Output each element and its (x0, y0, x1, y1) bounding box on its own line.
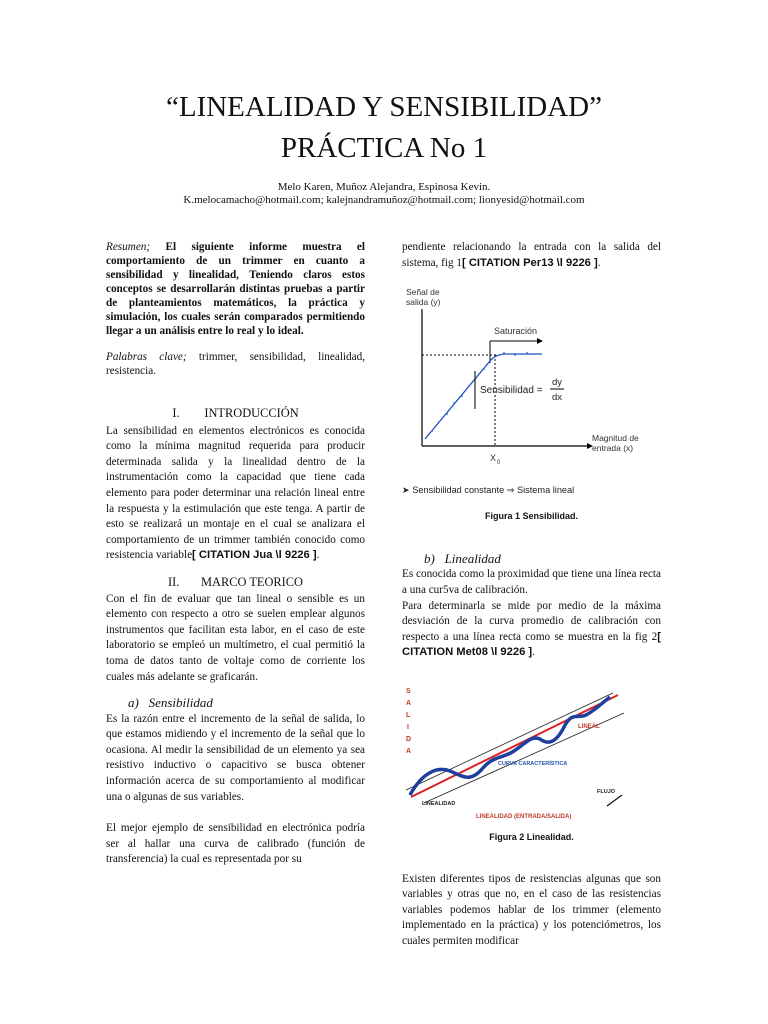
figure-1-caption: Figura 1 Sensibilidad. (484, 511, 579, 522)
fig2-lineal-label: LINEAL (578, 723, 600, 730)
fig2-flujo-arrow (607, 795, 622, 806)
marco-heading: II. MARCO TEORICO (167, 574, 304, 589)
fig2-characteristic-curve (410, 697, 610, 795)
author-emails: K.melocamacho@hotmail.com; kalejnandramuñoz@hotmail.com; lionyesid@hotmail.com (183, 194, 585, 206)
fig1-sensitivity-label: Sensibilidad = (480, 385, 543, 397)
figure-2-caption: Figura 2 Linealidad. (489, 831, 574, 842)
fig2-upper-bound (406, 693, 613, 790)
right-cont-paragraph (402, 240, 661, 271)
abstract-text: El siguiente informe muestra el comportamiento de un trimmer en cuanto a sensibilidad y linealidad, Teniendo claros estos conceptos se desarrollarán distintas pruebas a partir de planteamientos matemáticos, la práctica y simulación, los cuales serán comparados permitiendo llegar a un análisis entre lo real y lo ideal. (106, 241, 365, 337)
marco-paragraph: Con el fin de evaluar que tan lineal o sensible es un elemento con respecto a otro se suelen emplear algunos instrumentos que facilitan esta labor, en el caso de este laboratorio se empleó un multímetro, el cual permitió la toma de datos tanto de voltaje como de corriente los cuales más adelante se graficarán. (106, 592, 365, 683)
keywords-text: trimmer, sensibilidad, linealidad, resistencia. (106, 351, 365, 377)
fig1-calibration-curve (425, 354, 542, 439)
fig2-citation: [ CITATION Met08 \l 9226 ] (402, 630, 661, 659)
fig2-linealidad-label: LINEALIDAD (422, 800, 456, 807)
right-cont-end: . (597, 256, 601, 269)
lin-paragraph-1: Es conocida como la proximidad que tiene una línea recta a una cur5va de calibración. (402, 568, 661, 596)
paper-title-line2: PRÁCTICA No 1 (280, 132, 488, 164)
fig1-saturation-label: Saturación (494, 326, 538, 337)
abstract (106, 240, 365, 338)
left-column (106, 240, 365, 868)
right-cont-text: pendiente relacionando la entrada con la salida del sistema, fig 1 (402, 241, 661, 269)
sens-paragraph-2: El mejor ejemplo de sensibilidad en electrónica podría ser al hallar una curva de calibrado (función de transferencia) la cual es representada por su (106, 822, 365, 866)
fig2-ylabel-a2: A (406, 747, 412, 755)
fig2-ylabel-s: S (406, 687, 411, 695)
figure-1-sensitivity (402, 281, 661, 496)
fig1-x0-label: X (490, 453, 497, 464)
keywords-label: Palabras clave; (106, 351, 187, 363)
lin-text-2: Para determinarla se mide por medio de la máxima desviación de la curva promedio de calibración con respecto a una línea recta como se muestra en la fig 2 (402, 599, 661, 643)
intro-paragraph (106, 424, 365, 564)
figure-2-linearity (402, 673, 661, 823)
sens-heading: a) Sensibilidad (128, 695, 213, 711)
fig1-dy: dy (552, 377, 563, 389)
fig2-curve-label: CURVA CARACTERÍSTICA (498, 760, 568, 767)
intro-citation: [ CITATION Jua \l 9226 ] (192, 549, 317, 562)
fig2-linear-line (411, 695, 618, 797)
fig2-xlabel: LINEALIDAD (ENTRADA/SALIDA) (476, 813, 572, 820)
intro-end: . (316, 549, 320, 562)
fig2-flujo-label: FLUJO (597, 788, 616, 795)
intro-heading: I. INTRODUCCIÓN (172, 406, 299, 420)
fig1-citation: [ CITATION Per13 \l 9226 ] (461, 256, 598, 269)
fig2-ylabel-d: D (406, 735, 412, 743)
keywords (106, 350, 365, 378)
fig1-dx: dx (552, 392, 563, 404)
paper-title-line1: “LINEALIDAD Y SENSIBILIDAD” (166, 91, 602, 123)
intro-text: La sensibilidad en elementos electrónicos es conocida como la mínima magnitud requerida para producir determinada salida y la linealidad dentro de la instrumentación como la capacidad que tiene cada elemento para poder determinar una relación lineal entre la respuesta y la estimulación que este tenga. A partir de esto se realizará un montaje en el cual se analizara el comportamiento de un trimmer también conocido como resistencia variable (106, 424, 365, 562)
fig1-ylabel-1: Señal de (406, 287, 440, 298)
fig1-xlabel-1: Magnitud de (592, 433, 639, 444)
sens-paragraph-1: Es la razón entre el incremento de la señal de salida, lo que estamos midiendo y el incremento de la señal que lo ocasiona. Al medir la sensibilidad de un elemento ya sea resistivo inductivo o capacitivo se busca obtener información acerca de su comportamiento al modificar una o algunas de sus variables. (106, 712, 365, 803)
right-column (402, 240, 661, 950)
fig1-note: ➤ Sensibilidad constante ⇒ Sistema lineal (402, 485, 575, 496)
lin-end: . (532, 646, 535, 659)
lin-paragraph-2 (402, 599, 661, 661)
lin-heading: b) Linealidad (424, 550, 501, 566)
author-names: Melo Karen, Muñoz Alejandra, Espinosa Kevin. (277, 181, 491, 193)
abstract-label: Resumen; (106, 241, 151, 253)
fig2-ylabel (406, 688, 411, 755)
fig2-ylabel-l: L (406, 711, 411, 719)
fig1-ylabel-2: salida (y) (406, 297, 441, 308)
fig2-ylabel-i: I (407, 723, 409, 731)
fig1-xlabel-2: entrada (x) (592, 443, 634, 454)
fig1-sat-arrow-head (537, 338, 543, 344)
fig2-ylabel-a: A (406, 699, 412, 707)
final-paragraph: Existen diferentes tipos de resistencias algunas que son variables y otras que no, en el caso de las resistencias variables podemos hablar de los trimmer (elemento implementado en la práctica) y los potenciómetros, los cuales permiten modificar (402, 872, 661, 947)
fig1-x0-sub: 0 (497, 460, 501, 467)
